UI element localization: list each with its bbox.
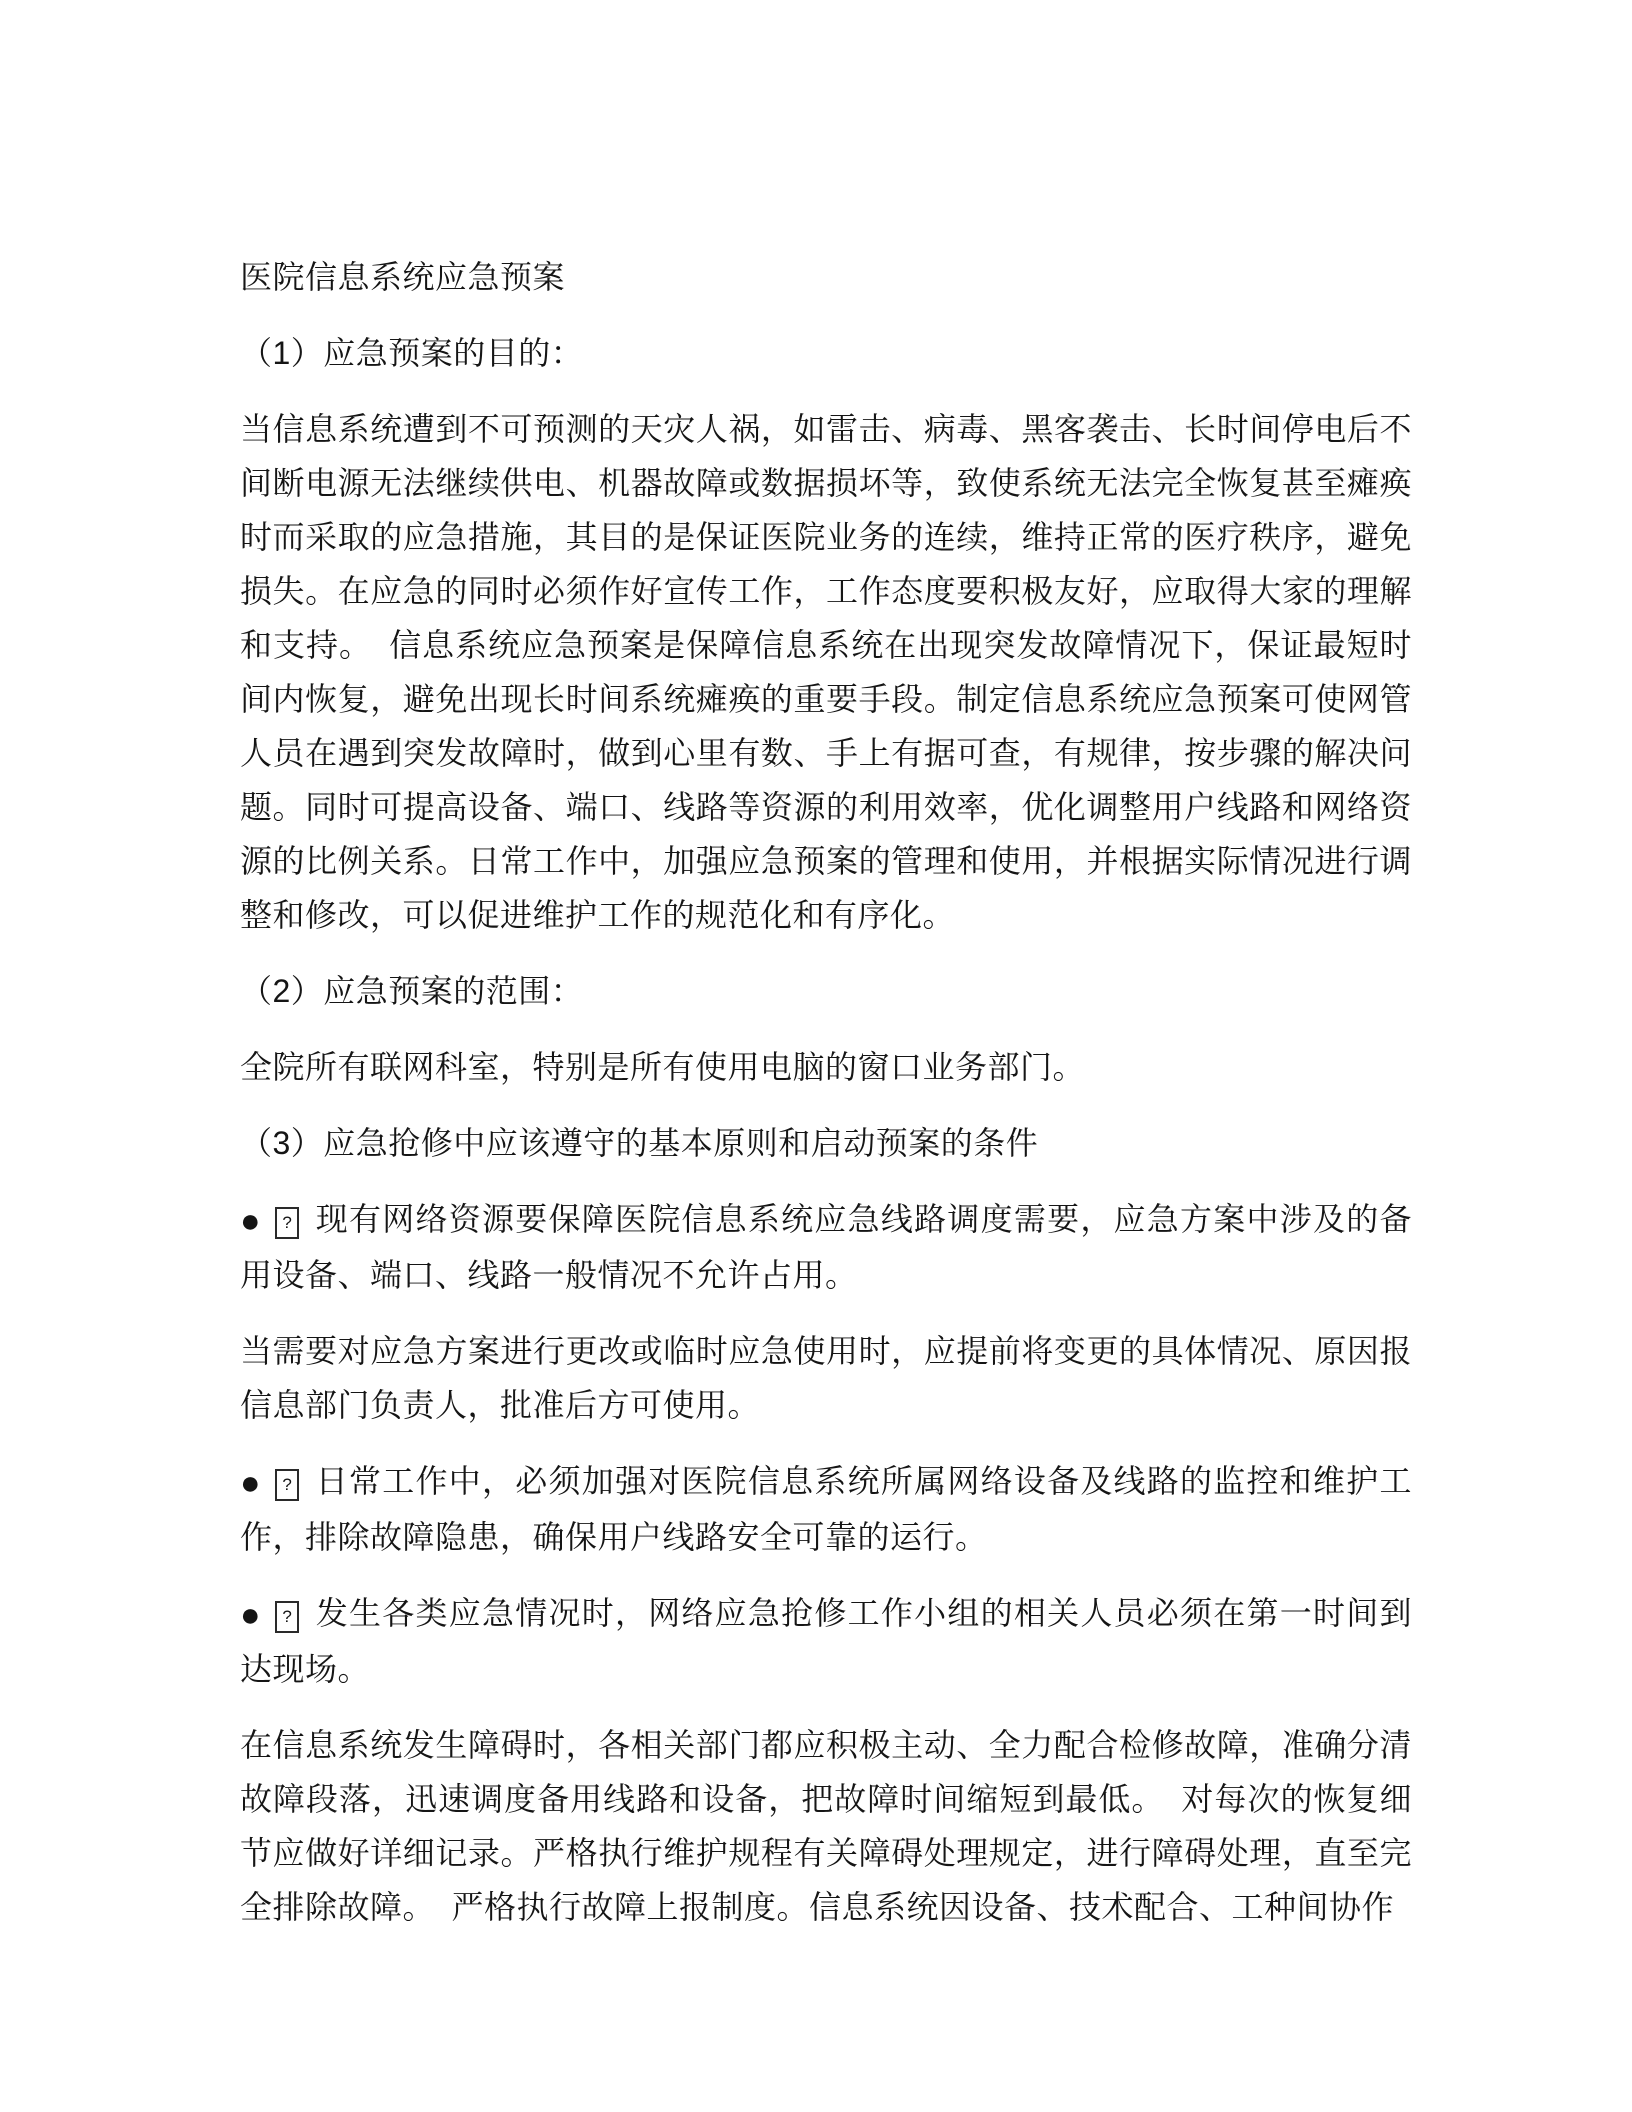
missing-glyph-box-icon: ? [275,1601,299,1633]
bullet-item-emergency-response [240,1586,1412,1696]
section-heading-3: （3）应急抢修中应该遵守的基本原则和启动预案的条件 [240,1125,1039,1161]
bullet-dot-icon: ● [240,1464,262,1502]
bullet-dot-icon: ● [240,1202,262,1240]
paragraph-fault-handling: 在信息系统发生障碍时，各相关部门都应积极主动、全力配合检修故障，准确分清故障段落，迅速调度备用线路和设备，把故障时间缩短到最低。 对每次的恢复细节应做好详细记录。严格执行维护规程有关障碍处理规定，进行障碍处理，直至完全排除故障。 严格执行故障上报制度。信息系统因设备、技术配合、工种间协作 [240,1727,1412,1925]
section-heading-2: （2）应急预案的范围： [240,973,584,1009]
paragraph-scope: 全院所有联网科室，特别是所有使用电脑的窗口业务部门。 [240,1049,1086,1085]
bullet-text: 日常工作中，必须加强对医院信息系统所属网络设备及线路的监控和维护工作，排除故障隐患，确保用户线路安全可靠的运行。 [240,1463,1412,1555]
paragraph-change-approval: 当需要对应急方案进行更改或临时应急使用时，应提前将变更的具体情况、原因报信息部门负责人，批准后方可使用。 [240,1333,1412,1423]
document-page [240,250,1412,1956]
missing-glyph-box-icon: ? [275,1469,299,1501]
paragraph-purpose: 当信息系统遭到不可预测的天灾人祸，如雷击、病毒、黑客袭击、长时间停电后不间断电源无法继续供电、机器故障或数据损坏等，致使系统无法完全恢复甚至瘫痪时而采取的应急措施，其目的是保证医院业务的连续，维持正常的医疗秩序，避免损失。在应急的同时必须作好宣传工作，工作态度要积极友好，应取得大家的理解和支持。 信息系统应急预案是保障信息系统在出现突发故障情况下，保证最短时间内恢复，避免出现长时间系统瘫痪的重要手段。制定信息系统应急预案可使网管人员在遇到突发故障时，做到心里有数、手上有据可查，有规律，按步骤的解决问题。同时可提高设备、端口、线路等资源的利用效率，优化调整用户线路和网络资源的比例关系。日常工作中，加强应急预案的管理和使用，并根据实际情况进行调整和修改，可以促进维护工作的规范化和有序化。 [240,411,1412,933]
bullet-dot-icon: ● [240,1596,262,1634]
section-heading-1: （1）应急预案的目的： [240,335,584,371]
document-title: 医院信息系统应急预案 [240,259,566,295]
bullet-text: 发生各类应急情况时，网络应急抢修工作小组的相关人员必须在第一时间到达现场。 [240,1595,1412,1687]
bullet-text: 现有网络资源要保障医院信息系统应急线路调度需要，应急方案中涉及的备用设备、端口、线路一般情况不允许占用。 [240,1201,1412,1293]
missing-glyph-box-icon: ? [275,1207,299,1239]
bullet-item-daily-monitoring [240,1454,1412,1564]
bullet-item-network-resources [240,1192,1412,1302]
